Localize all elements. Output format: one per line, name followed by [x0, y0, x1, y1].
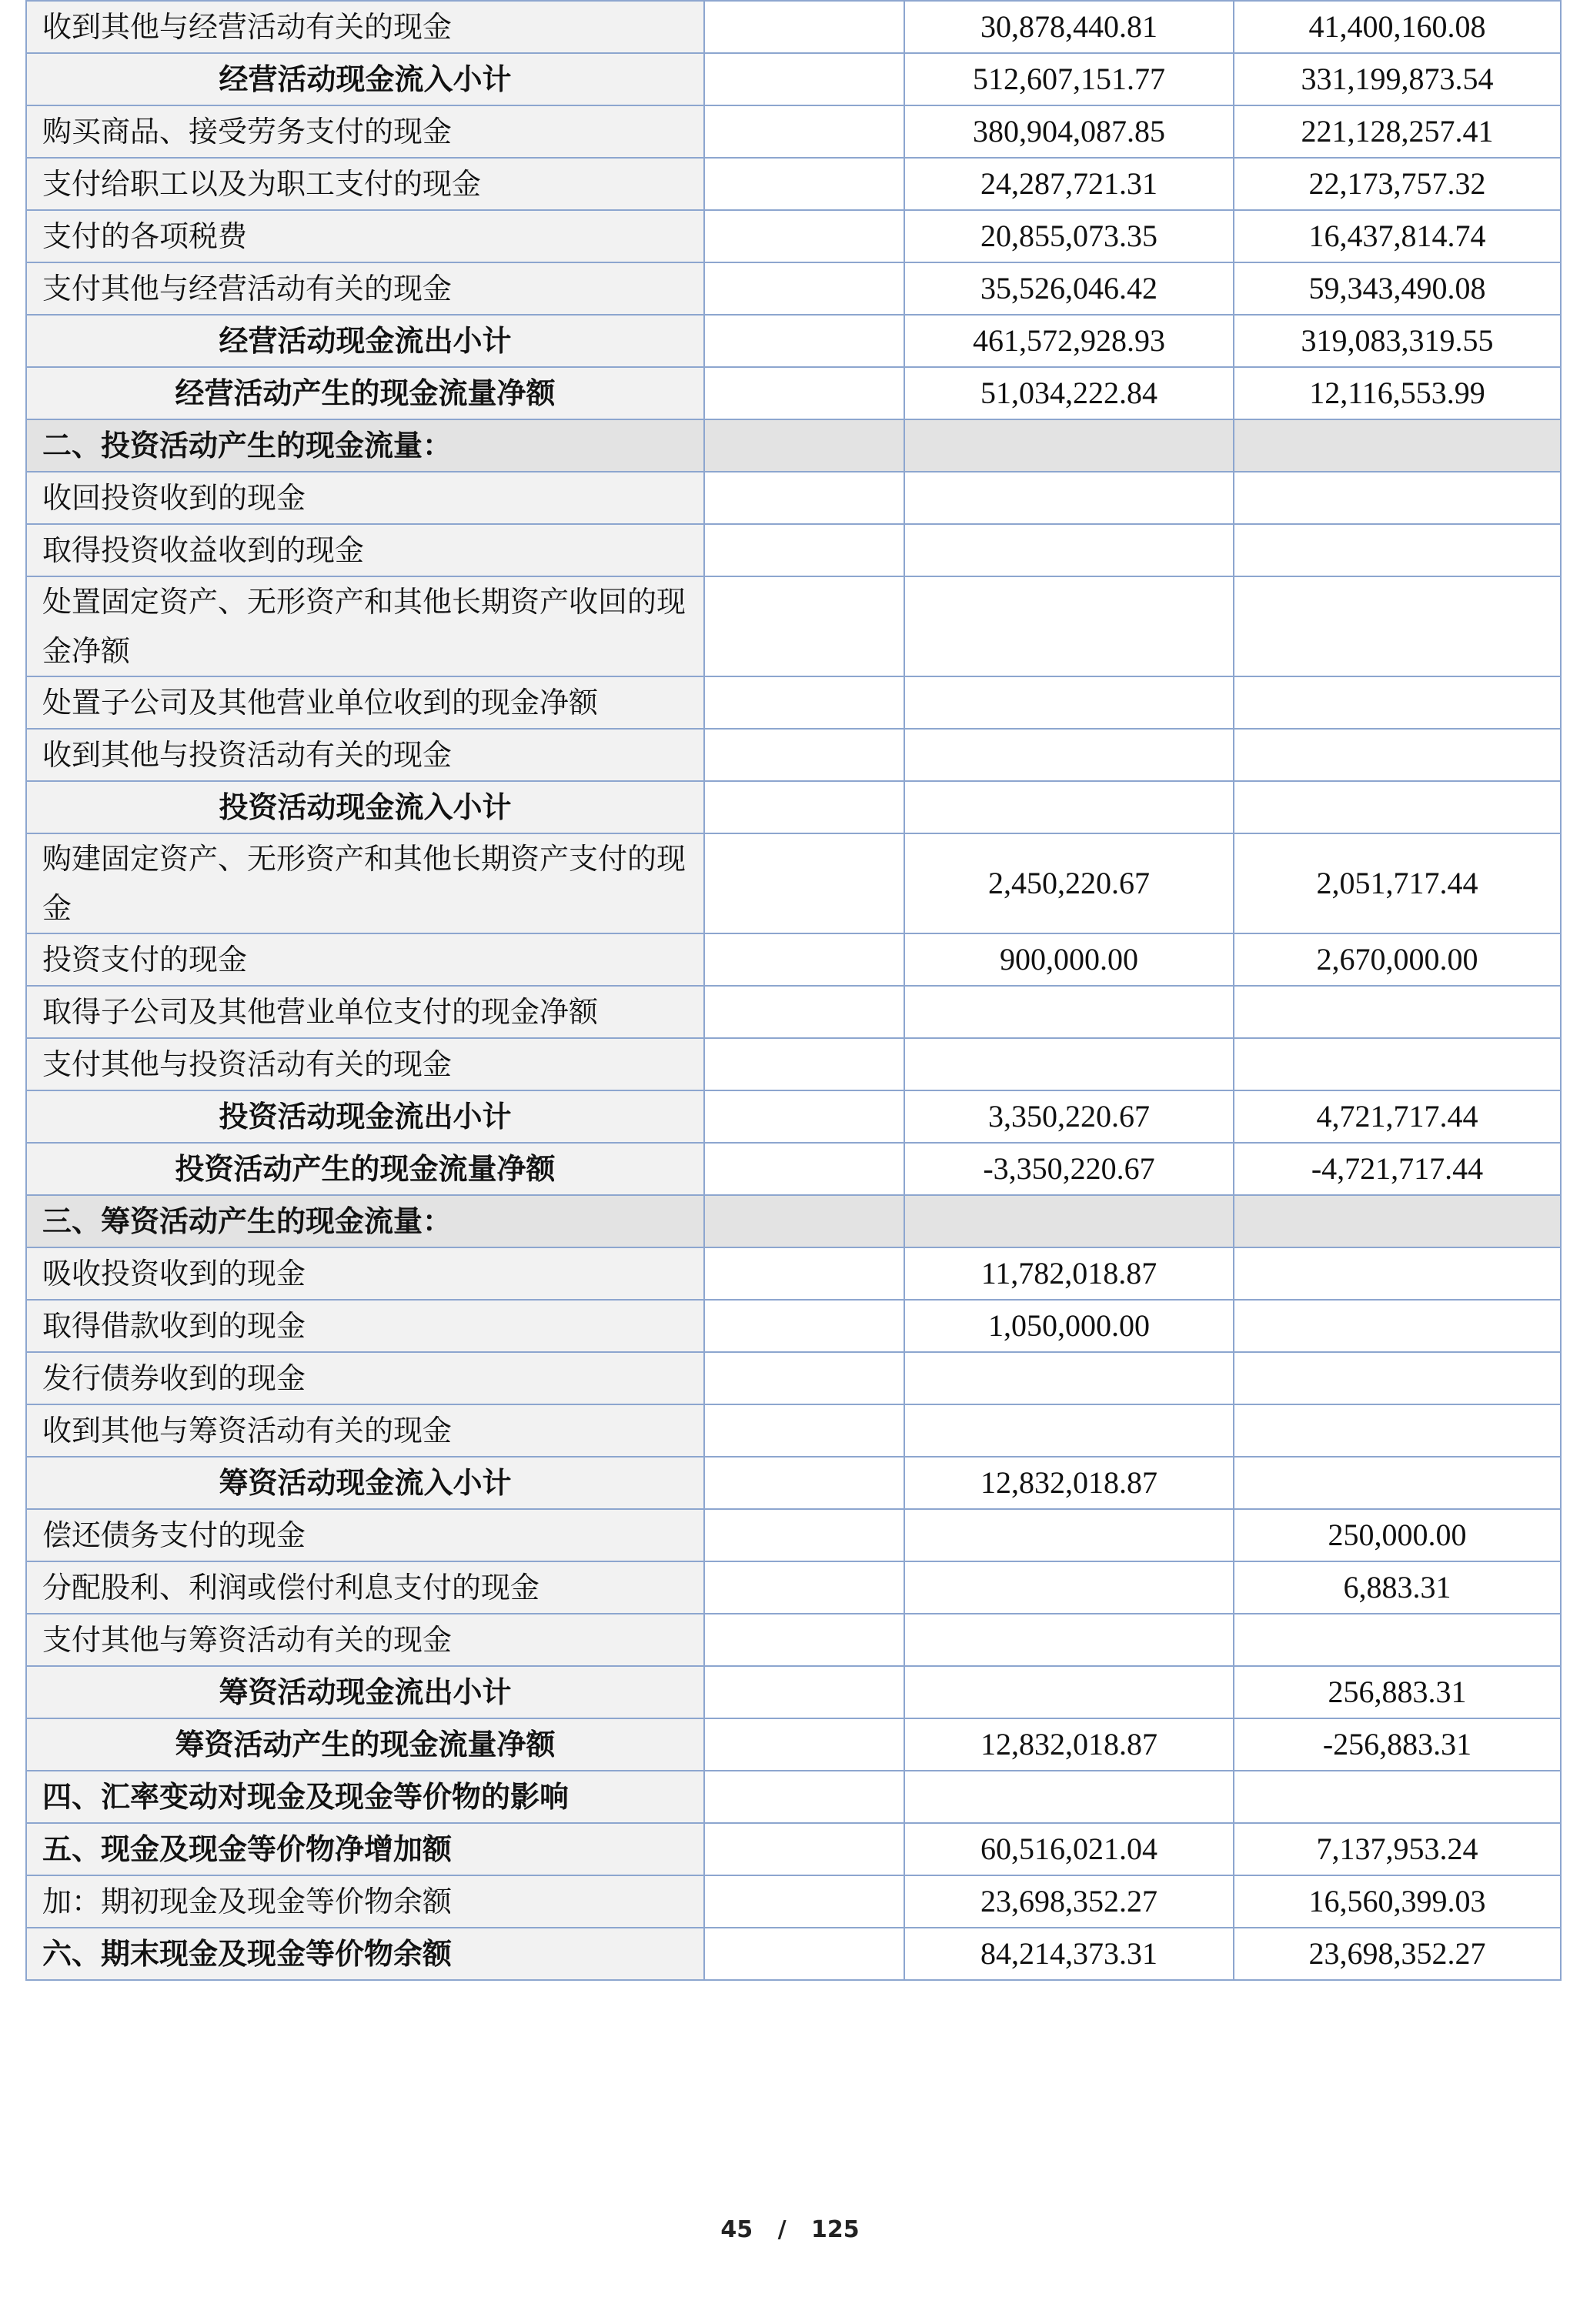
row-label: 投资支付的现金	[26, 933, 704, 986]
row-current-amount: -3,350,220.67	[904, 1143, 1234, 1195]
row-previous-amount	[1234, 781, 1561, 833]
row-note-cell	[704, 1038, 904, 1090]
row-previous-amount	[1234, 1404, 1561, 1457]
row-label: 取得子公司及其他营业单位支付的现金净额	[26, 986, 704, 1038]
table-row	[26, 1457, 1561, 1509]
page-number: 45	[720, 2216, 753, 2243]
row-label: 投资活动现金流出小计	[26, 1090, 704, 1143]
row-current-amount: 1,050,000.00	[904, 1300, 1234, 1352]
row-label: 处置固定资产、无形资产和其他长期资产收回的现金净额	[26, 576, 704, 676]
row-label: 经营活动产生的现金流量净额	[26, 367, 704, 419]
table-row	[26, 472, 1561, 524]
row-label: 经营活动现金流入小计	[26, 53, 704, 105]
row-note-cell	[704, 1404, 904, 1457]
table-row	[26, 1195, 1561, 1247]
row-current-amount	[904, 1614, 1234, 1666]
row-current-amount: 23,698,352.27	[904, 1875, 1234, 1928]
table-row	[26, 1718, 1561, 1771]
table-row	[26, 1928, 1561, 1980]
row-label: 筹资活动现金流入小计	[26, 1457, 704, 1509]
table-row	[26, 158, 1561, 210]
row-previous-amount	[1234, 729, 1561, 781]
table-row	[26, 986, 1561, 1038]
row-previous-amount: 221,128,257.41	[1234, 105, 1561, 158]
table-row	[26, 53, 1561, 105]
row-current-amount: 461,572,928.93	[904, 315, 1234, 367]
row-previous-amount: 7,137,953.24	[1234, 1823, 1561, 1875]
cash-flow-statement-section	[25, 0, 1560, 1981]
row-note-cell	[704, 158, 904, 210]
row-label: 五、现金及现金等价物净增加额	[26, 1823, 704, 1875]
row-label: 收到其他与经营活动有关的现金	[26, 1, 704, 53]
row-note-cell	[704, 1457, 904, 1509]
row-label: 收到其他与筹资活动有关的现金	[26, 1404, 704, 1457]
row-label: 收到其他与投资活动有关的现金	[26, 729, 704, 781]
row-previous-amount	[1234, 1771, 1561, 1823]
row-note-cell	[704, 1247, 904, 1300]
row-previous-amount	[1234, 676, 1561, 729]
row-current-amount	[904, 1352, 1234, 1404]
table-row	[26, 1352, 1561, 1404]
row-current-amount	[904, 1509, 1234, 1561]
row-note-cell	[704, 1195, 904, 1247]
row-note-cell	[704, 933, 904, 986]
row-current-amount: 20,855,073.35	[904, 210, 1234, 262]
row-current-amount: 24,287,721.31	[904, 158, 1234, 210]
row-note-cell	[704, 262, 904, 315]
table-row	[26, 1875, 1561, 1928]
row-current-amount: 380,904,087.85	[904, 105, 1234, 158]
row-previous-amount: 331,199,873.54	[1234, 53, 1561, 105]
row-previous-amount	[1234, 1247, 1561, 1300]
table-row	[26, 1509, 1561, 1561]
row-current-amount	[904, 676, 1234, 729]
row-previous-amount: 2,051,717.44	[1234, 833, 1561, 933]
row-note-cell	[704, 472, 904, 524]
row-label: 偿还债务支付的现金	[26, 1509, 704, 1561]
row-note-cell	[704, 1718, 904, 1771]
row-current-amount	[904, 1195, 1234, 1247]
row-note-cell	[704, 781, 904, 833]
row-current-amount	[904, 1038, 1234, 1090]
row-previous-amount	[1234, 1457, 1561, 1509]
table-row	[26, 315, 1561, 367]
row-note-cell	[704, 1352, 904, 1404]
row-note-cell	[704, 676, 904, 729]
row-previous-amount	[1234, 1614, 1561, 1666]
row-note-cell	[704, 53, 904, 105]
row-current-amount	[904, 986, 1234, 1038]
row-label: 支付给职工以及为职工支付的现金	[26, 158, 704, 210]
row-current-amount: 2,450,220.67	[904, 833, 1234, 933]
row-label: 支付的各项税费	[26, 210, 704, 262]
row-previous-amount: 319,083,319.55	[1234, 315, 1561, 367]
table-row	[26, 676, 1561, 729]
row-previous-amount: 12,116,553.99	[1234, 367, 1561, 419]
row-previous-amount: 2,670,000.00	[1234, 933, 1561, 986]
table-row	[26, 210, 1561, 262]
table-row	[26, 1, 1561, 53]
row-previous-amount: 4,721,717.44	[1234, 1090, 1561, 1143]
row-label: 筹资活动现金流出小计	[26, 1666, 704, 1718]
row-note-cell	[704, 1300, 904, 1352]
row-note-cell	[704, 1143, 904, 1195]
row-current-amount	[904, 524, 1234, 576]
row-label: 购买商品、接受劳务支付的现金	[26, 105, 704, 158]
row-previous-amount: 41,400,160.08	[1234, 1, 1561, 53]
row-note-cell	[704, 315, 904, 367]
row-current-amount	[904, 781, 1234, 833]
row-current-amount	[904, 729, 1234, 781]
row-current-amount: 84,214,373.31	[904, 1928, 1234, 1980]
row-note-cell	[704, 1875, 904, 1928]
row-previous-amount: -256,883.31	[1234, 1718, 1561, 1771]
row-current-amount: 51,034,222.84	[904, 367, 1234, 419]
row-current-amount	[904, 472, 1234, 524]
row-previous-amount	[1234, 1300, 1561, 1352]
row-current-amount: 512,607,151.77	[904, 53, 1234, 105]
row-previous-amount	[1234, 419, 1561, 472]
row-current-amount	[904, 576, 1234, 676]
row-label: 投资活动现金流入小计	[26, 781, 704, 833]
table-row	[26, 1090, 1561, 1143]
row-current-amount: 11,782,018.87	[904, 1247, 1234, 1300]
table-row	[26, 1404, 1561, 1457]
table-row	[26, 833, 1561, 933]
cash-flow-table-body	[26, 1, 1561, 1980]
row-note-cell	[704, 419, 904, 472]
table-row	[26, 524, 1561, 576]
table-row	[26, 419, 1561, 472]
row-label: 发行债券收到的现金	[26, 1352, 704, 1404]
page-footer	[0, 2216, 1580, 2243]
row-current-amount	[904, 1404, 1234, 1457]
row-previous-amount: 22,173,757.32	[1234, 158, 1561, 210]
row-label: 二、投资活动产生的现金流量：	[26, 419, 704, 472]
table-row	[26, 1666, 1561, 1718]
row-current-amount	[904, 419, 1234, 472]
table-row	[26, 367, 1561, 419]
row-previous-amount	[1234, 1195, 1561, 1247]
row-previous-amount: -4,721,717.44	[1234, 1143, 1561, 1195]
row-note-cell	[704, 1614, 904, 1666]
row-label: 吸收投资收到的现金	[26, 1247, 704, 1300]
page-separator: /	[777, 2216, 787, 2243]
row-current-amount	[904, 1561, 1234, 1614]
row-previous-amount	[1234, 576, 1561, 676]
row-previous-amount: 256,883.31	[1234, 1666, 1561, 1718]
row-current-amount: 12,832,018.87	[904, 1718, 1234, 1771]
row-label: 支付其他与投资活动有关的现金	[26, 1038, 704, 1090]
row-label: 分配股利、利润或偿付利息支付的现金	[26, 1561, 704, 1614]
row-current-amount	[904, 1771, 1234, 1823]
table-row	[26, 729, 1561, 781]
row-label: 加：期初现金及现金等价物余额	[26, 1875, 704, 1928]
row-current-amount: 3,350,220.67	[904, 1090, 1234, 1143]
row-previous-amount	[1234, 1038, 1561, 1090]
row-label: 经营活动现金流出小计	[26, 315, 704, 367]
row-label: 四、汇率变动对现金及现金等价物的影响	[26, 1771, 704, 1823]
table-row	[26, 576, 1561, 676]
table-row	[26, 1771, 1561, 1823]
row-label: 筹资活动产生的现金流量净额	[26, 1718, 704, 1771]
row-note-cell	[704, 986, 904, 1038]
row-note-cell	[704, 1561, 904, 1614]
table-row	[26, 781, 1561, 833]
row-label: 支付其他与筹资活动有关的现金	[26, 1614, 704, 1666]
row-note-cell	[704, 1, 904, 53]
row-label: 取得投资收益收到的现金	[26, 524, 704, 576]
row-previous-amount	[1234, 472, 1561, 524]
table-row	[26, 1143, 1561, 1195]
row-label: 六、期末现金及现金等价物余额	[26, 1928, 704, 1980]
row-previous-amount	[1234, 986, 1561, 1038]
table-row	[26, 1300, 1561, 1352]
row-label: 三、筹资活动产生的现金流量：	[26, 1195, 704, 1247]
row-label: 支付其他与经营活动有关的现金	[26, 262, 704, 315]
row-note-cell	[704, 1666, 904, 1718]
row-note-cell	[704, 1823, 904, 1875]
row-note-cell	[704, 576, 904, 676]
row-note-cell	[704, 1090, 904, 1143]
row-previous-amount: 250,000.00	[1234, 1509, 1561, 1561]
row-note-cell	[704, 367, 904, 419]
row-previous-amount: 6,883.31	[1234, 1561, 1561, 1614]
table-row	[26, 1823, 1561, 1875]
table-row	[26, 105, 1561, 158]
row-label: 收回投资收到的现金	[26, 472, 704, 524]
row-note-cell	[704, 729, 904, 781]
row-previous-amount: 16,560,399.03	[1234, 1875, 1561, 1928]
table-row	[26, 1561, 1561, 1614]
row-label: 投资活动产生的现金流量净额	[26, 1143, 704, 1195]
row-note-cell	[704, 833, 904, 933]
table-row	[26, 933, 1561, 986]
row-previous-amount: 23,698,352.27	[1234, 1928, 1561, 1980]
table-row	[26, 1038, 1561, 1090]
row-current-amount	[904, 1666, 1234, 1718]
row-previous-amount	[1234, 1352, 1561, 1404]
row-current-amount: 30,878,440.81	[904, 1, 1234, 53]
row-label: 处置子公司及其他营业单位收到的现金净额	[26, 676, 704, 729]
row-previous-amount	[1234, 524, 1561, 576]
page-total: 125	[811, 2216, 860, 2243]
row-note-cell	[704, 1771, 904, 1823]
row-current-amount: 60,516,021.04	[904, 1823, 1234, 1875]
table-row	[26, 262, 1561, 315]
row-label: 取得借款收到的现金	[26, 1300, 704, 1352]
row-current-amount: 35,526,046.42	[904, 262, 1234, 315]
table-row	[26, 1614, 1561, 1666]
row-current-amount: 900,000.00	[904, 933, 1234, 986]
row-note-cell	[704, 1509, 904, 1561]
table-row	[26, 1247, 1561, 1300]
row-current-amount: 12,832,018.87	[904, 1457, 1234, 1509]
row-note-cell	[704, 524, 904, 576]
row-previous-amount: 59,343,490.08	[1234, 262, 1561, 315]
row-label: 购建固定资产、无形资产和其他长期资产支付的现金	[26, 833, 704, 933]
cash-flow-table	[25, 0, 1562, 1981]
row-previous-amount: 16,437,814.74	[1234, 210, 1561, 262]
row-note-cell	[704, 210, 904, 262]
row-note-cell	[704, 1928, 904, 1980]
row-note-cell	[704, 105, 904, 158]
